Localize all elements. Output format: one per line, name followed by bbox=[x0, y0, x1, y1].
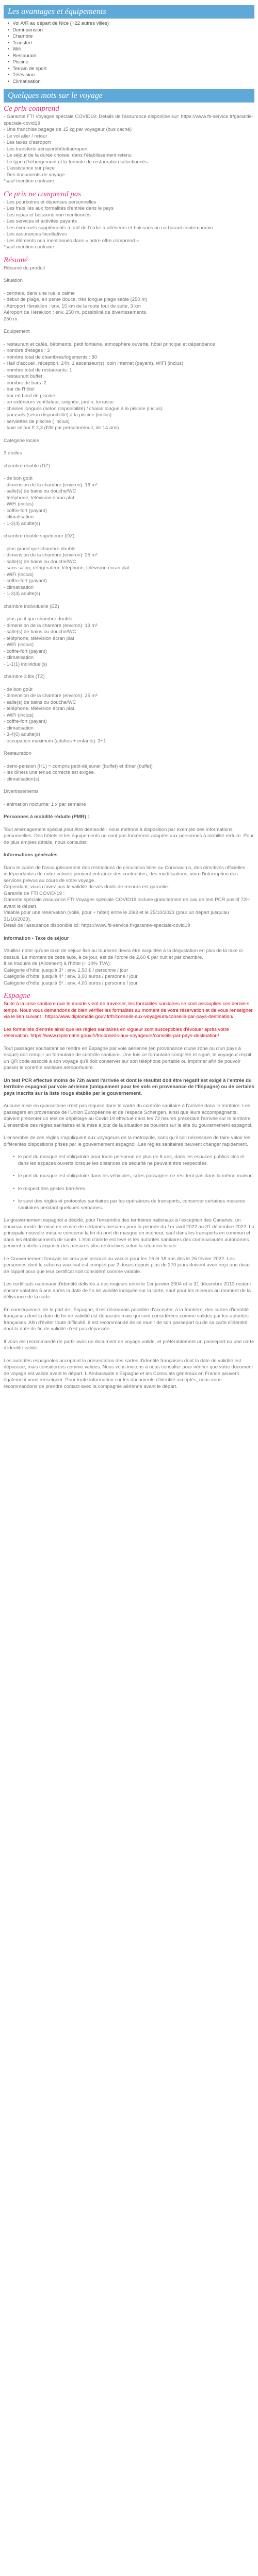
facts-line: *sauf mention contraire bbox=[4, 244, 54, 250]
espagne-para-3: L'ensemble de ces règles s'appliquent aux voyageurs de la métropole, sans qu'il soit nécessaire de faire valoir les différentes dispositions prises par le gouvernement espagnol. Les règles sanitaires peuvent changer rapidement. bbox=[4, 1135, 251, 1147]
facts-line: - Le type d'hébergement et la formule de restauration sélectionnés bbox=[4, 159, 148, 165]
advantage-item bbox=[8, 33, 254, 40]
facts-sections bbox=[4, 105, 254, 251]
facts-line: - Une franchise bagage de 15 kg par voyageur (bus caché) bbox=[4, 127, 132, 132]
espagne-alert-1: Suite à la crise sanitaire que le monde vient de traverser, les formalités sanitaires se sont assouplies ces derniers temps. Nous vous demandons de bien vérifier les formalités au moment de votre réservation et de vous renseigner via le lien suivant : https://www.diplomatie.gouv.fr/fr/conseils-aux-voyageurs/conseils-par-pays-destination/ bbox=[4, 1001, 253, 1020]
advantage-label: Terrain de sport bbox=[12, 65, 47, 72]
advantage-label: Piscine bbox=[12, 59, 28, 65]
espagne-heading: Espagne bbox=[4, 992, 30, 1000]
restauration-text: - demi-pension (HL) = compris petit-déjeuner (buffet) et dîner (buffet) - les dîners une tenue correcte est exigée. - climatisation(s) bbox=[4, 763, 153, 782]
divertissements-text: - animation nocturne: 1 x par semaine bbox=[4, 801, 86, 807]
advantages-banner bbox=[4, 5, 254, 19]
advantage-label: Restaurant bbox=[12, 53, 37, 59]
restauration-title: Restauration bbox=[4, 751, 31, 756]
facts-section-heading: Ce prix comprend bbox=[4, 105, 59, 113]
facts-line: - Les services et activités payants bbox=[4, 218, 77, 224]
situation-title: Situation bbox=[4, 278, 23, 283]
bullet-icon: • bbox=[8, 46, 10, 52]
advantage-label: Demi-pension bbox=[12, 27, 43, 33]
resume-heading: Résumé bbox=[4, 256, 28, 264]
facts-line: - Les repas et boissons non mentionnés bbox=[4, 212, 91, 218]
advantage-label: Vol A/R au départ de Nice (+22 autres villes) bbox=[12, 21, 109, 26]
espagne-para-8: Il vous est recommandé de partir avec un document de voyage valide, et préférablement un passeport ou une carte d'identité valide. bbox=[4, 1338, 254, 1351]
superior-room-title: chambre double supérieure (DZ) bbox=[4, 533, 75, 539]
divertissements-title: Divertissements bbox=[4, 789, 39, 794]
advantage-item bbox=[8, 27, 254, 34]
bullet-icon: • bbox=[13, 1198, 15, 1204]
facts-line: - Le vol aller / retour bbox=[4, 133, 47, 139]
facts-line: - Les éléments non mentionnés dans « notre offre comprend » bbox=[4, 238, 139, 244]
espagne-alert-2: Les formalités d'entrée ainsi que les règles sanitaires en vigueur sont susceptibles d'évoluer après votre réservation. https://www.diplomatie.gouv.fr/fr/conseils-aux-voyageurs/conseils-par-pays-destination/ bbox=[4, 1026, 229, 1039]
single-room-title: chambre individuelle (EZ) bbox=[4, 603, 59, 609]
espagne-bullet-item bbox=[4, 1186, 254, 1193]
facts-line: - Les assurances facultatives bbox=[4, 231, 67, 237]
double-room-title: chambre double (DZ) bbox=[4, 463, 50, 469]
facts-section-heading: Ce prix ne comprend pas bbox=[4, 190, 82, 198]
sejour-text: Veuillez noter qu'une taxe de séjour fixe au tourisme devra ètre acquittée à la dégustation en plus de la taxe ci-dessus. Le montant de cette taxe, à ce jour, est de l'ordre de 2,60 € par nuit et par chambre. Il se traduira de (Allotment) à l'hôtel (+ 10% TVA): Catégorie d'hôtel jusqu'à 3* : env. 1,50 € / personne / jour Catégorie d'hôtel jusqu'à 4* : env. 3,00 euros / personne / jour Catégorie d'hôtel jusqu'à 5* : env. 4,00 euros / personne / jour bbox=[4, 948, 245, 986]
advantages-list bbox=[4, 21, 254, 85]
espagne-para-7: En conséquence, de la part de l'Espagne, il est désormais possible d'accepter, à la frontière, des cartes d'identité françaises dont la date de fin de validité est dépassée mais qui sont considérées comme valides par les autorités françaises. Afin d'éviter toute difficulté, il est recommandé de se munir de son passeport ou de sa carte d'identité dont la date de fin de validité n'est pas dépassée. bbox=[4, 1307, 249, 1332]
espagne-bullet-text: le respect des gestes barrières. bbox=[18, 1185, 87, 1192]
triple-room-title: chambre 3 lits (TZ) bbox=[4, 674, 45, 680]
facts-line: - Les éventuels suppléments à tarif de l'ordre à ultérieurs et boissons ou carburant contemporain bbox=[4, 225, 213, 231]
single-room-text: - plus petit que chambre double - dimension de la chambre (environ): 13 m² - salle(s) de bains ou douche/WC - téléphone, télévision écran plat - WiFi (inclus) - coffre-fort (payant) - climatisation - 1-1(1) individuel(s) bbox=[4, 616, 98, 667]
pmr-title: Personnes à mobilité réduite (PMR) : bbox=[4, 814, 89, 820]
bullet-icon: • bbox=[8, 21, 10, 26]
resume-intro: Résumé du produit bbox=[4, 265, 45, 271]
espagne-alert-3: Un test PCR effectué moins de 72h avant l'arrivée et dont le résultat doit être négatif est exigé à l'entrée du territoire espagnol par voie aérienne (uniquement pour les vols en provenance de l'Espagne) ou de certains pays inscrits sur la liste rouge établie par le gouvernement. bbox=[4, 1077, 254, 1096]
facts-line: - L'assistance sur place bbox=[4, 165, 55, 171]
situation-text: - centrale, dans une ruelle calme - début de plage, en pente douce, très longue plage sable (250 m) - Aéroport Heraklion : env. 15 km de la route tout de suite, 3 km Aéroport de Héraklion : env. 250 m, possibilité de divertissements. 250 m bbox=[4, 290, 148, 322]
espagne-para-2: Aucune mise en quarantaine n'est pas requise dans le cadre du contrôle sanitaire à l'arrivée dans le territoire. Les passagers en provenance de l'Union Européenne et de l'espace Schengen, ainsi que leurs accompagnants, doivent présenter un test de dépistage au Covid-19 effectué dans les 72 heures précédant l'arrivée sur le territoire. L'ensemble des règles sanitaires et la mise à jour de la situation se trouvent sur le site du gouvernement espagnol. bbox=[4, 1103, 253, 1128]
advantage-item bbox=[8, 59, 254, 66]
triple-room-text: - de bon goût - dimension de la chambre (environ): 25 m² - salle(s) de bains ou douche/WC - téléphone, télévision écran plat - WiFi (inclus) - coffre-fort (payant) - climatisation - 3-4(6) adulte(s) - occupation maximum (adultes + enfants): 3+1 bbox=[4, 686, 106, 744]
pmr-text: Tout aménagement spécial peut être demandé : nous mettons à disposition par exemple des informations personnelles. Des hôtels et les équipements ne sont pas forcément adaptés aux personnes à mobilité réduite. Pour de plus amples détails, nous consulter. bbox=[4, 826, 254, 845]
bullet-icon: • bbox=[13, 1185, 15, 1192]
espagne-para-5: Le Gouvernement français ne sera pas associé au vaccin pour les 16 et 18 ans dès le 25 février 2022. Les personnes dont le schéma vaccinal est complet par 2 doses depuis plus de 270 jours doivent avoir reçu une dose de rappel pour que leur certificat soit considéré comme valable. bbox=[4, 1256, 250, 1275]
double-room-text: - de bon goût - dimension de la chambre (environ): 16 m² - salle(s) de bains ou douche/WC - téléphone, télévision écran plat - WiFi (inclus) - coffre-fort (payant) - climatisation - 1-3(4) adulte(s) bbox=[4, 476, 98, 527]
advantage-item bbox=[8, 40, 254, 47]
advantage-item bbox=[8, 66, 254, 73]
espagne-bullet-list bbox=[4, 1154, 254, 1211]
espagne-para-1: Tout passager souhaitant se rendre en Espagne par voie aérienne (en provenance d'une zone ou d'un pays à risque) doit remplir un formulaire de contrôle sanitaire. Une fois ce formulaire complété et signé, le voyageur reçoit un QR code associé à son voyage qu'il doit conserver sur son téléphone portable ou imprimer afin de pouvoir passer le contrôle sanitaire aéroportuaire. bbox=[4, 1045, 251, 1071]
espagne-bullet-text: le port du masque est obligatoire pour toute personne de plus de 6 ans, dans les espaces publics clos et dans les espaces ouverts lorsque les distances de sécurité ne peuvent être respectées. bbox=[18, 1154, 245, 1166]
facts-line: - Les transferts aéroport/hôtel/aéroport bbox=[4, 146, 88, 152]
facts-line: - Garantie FTI Voyages spéciale COVID19: Détails de l'assurance disponible sur: https://www.fti-service.fr/garantie-speciale-covid19 bbox=[4, 114, 253, 126]
advantage-item bbox=[8, 46, 254, 53]
advantage-label: Transfert bbox=[12, 40, 32, 46]
espagne-para-6: Les certificats nationaux d'identité délivrés à des majeurs entre le 1er janvier 2004 et le 31 décembre 2013 restent encore valables 5 ans après la date de fin de validité indiquée sur la carte, sauf pour les mineurs au moment de la délivrance de la carte. bbox=[4, 1281, 251, 1300]
advantage-label: Télévision bbox=[12, 72, 35, 78]
espagne-bullet-item bbox=[4, 1173, 254, 1180]
facts-line: - Les pourboires et dépenses personnelles bbox=[4, 199, 96, 205]
categorie-title: Catégorie locale bbox=[4, 437, 39, 444]
advantage-label: Climatisation bbox=[12, 78, 41, 84]
categorie-text: 3 étoiles bbox=[4, 450, 22, 456]
bullet-icon: • bbox=[13, 1154, 15, 1160]
advantage-item bbox=[8, 21, 254, 27]
infos-text: Dans le cadre de l'assouplissement des restrictions de circulation liées au Coronavirus, des directives officielles indépendantes de notre volonté peuvent entraîner des contraintes, des modifications, voire l'interruption des services prévus au cours de votre voyage. Cependant, vous n'avez pas le validité de vos droits de recours est garantie. Garantie de FTI COVID-19 : Garantie spéciale assurance FTI Voyages spéciale COVID19 incluse gratuitement en cas de test PCR positif 72H avant le départ. Valable pour une réservation (voilé, pour + hôtel) entre le 29/3 et le 25/10/2023 (pour un départ jusqu'au 31/10/2023). Détail de l'assurance disponible ici: https://www.fti-service.fr/garantie-speciale-covid19 bbox=[4, 865, 250, 928]
facts-line: - Le séjour de la durée choisie, dans l'établissement retenu bbox=[4, 152, 132, 158]
advantage-item bbox=[8, 53, 254, 60]
bullet-icon: • bbox=[8, 27, 10, 33]
superior-room-text: - plus grand que chambre double - dimension de la chambre (environ): 25 m² - salle(s) de bains ou douche/WC - sans salon, réfrigérateur, téléphone, télévision écran plat - WiFi (inclus) - coffre-fort (payant) - climatisation - 1-3(4) adulte(s) bbox=[4, 546, 130, 597]
espagne-para-9: Les autorités espagnoles acceptent la présentation des cartes d'identité françaises dont la date de validité est dépassée, mais considérées comme valides. Nous vous invitons à nous consulter pour vérifier que votre document de voyage est valide avant le départ. L'Ambassade d'Espagne et les Consulats généraux en France peuvent également vous renseigner. Pour toute information sur les documents d'identité acceptés, nous vous recommandons de prendre contact avec la compagnie aérienne avant le départ. bbox=[4, 1358, 253, 1389]
facts-line: - Les taxes d'aéroport bbox=[4, 140, 51, 145]
advantage-label: Chambre bbox=[12, 33, 33, 39]
bullet-icon: • bbox=[8, 53, 10, 59]
equipement-text: - restaurant et cafés, bâtiments, petit fontaine, atmosphère ouverte, hôtel principal et dépendance - nombre d'étages : 3 - nombre total de chambres/logements : 80 - Hall d'accueil, réception, 24h, 1 ascenseur(s), coin internet (payant), WIFI (inclus) - nombre total de restaurants: 1 - restaurant buffet - nombre de bars: 2 - bar de l'hôtel - bar en bord de piscine - un extérieurs ventilateur, soignée, jardin, terrasse - chaises longues (selon disponibilité) / chaise longue à la piscine (inclus) - parasols (selon disponibilité) à la piscine (inclus) - serviettes de piscine ( inclus) - taxe séjour € 2,3 (€/lit par personne/nuit, de 14 ans) bbox=[4, 341, 215, 431]
facts-banner bbox=[4, 89, 254, 103]
facts-line: *sauf mention contraire bbox=[4, 178, 54, 184]
bullet-icon: • bbox=[8, 33, 10, 39]
advantage-item bbox=[8, 79, 254, 86]
facts-line: - Des documents de voyage bbox=[4, 172, 65, 178]
facts-line: - Les frais liés aux formalités d'entrée dans le pays bbox=[4, 206, 114, 211]
bullet-icon: • bbox=[8, 65, 10, 72]
advantage-label: Wifi bbox=[12, 46, 21, 52]
sejour-title: Information - Taxe de séjour bbox=[4, 935, 69, 941]
facts-title: Quelques mots sur le voyage bbox=[8, 91, 103, 100]
advantage-item bbox=[8, 72, 254, 79]
espagne-bullet-item bbox=[4, 1198, 254, 1211]
bullet-icon: • bbox=[8, 78, 10, 84]
bullet-icon: • bbox=[8, 40, 10, 46]
espagne-bullet-text: le suivi des règles et protocoles sanitaires par les opérateurs de transports, conserver certaines mesures sanitaires pendant quelques semaines. bbox=[18, 1198, 246, 1211]
equipement-title: Equipement bbox=[4, 329, 30, 334]
advantages-title: Les avantages et équipements bbox=[8, 7, 106, 16]
bullet-icon: • bbox=[13, 1173, 15, 1179]
bullet-icon: • bbox=[8, 59, 10, 65]
espagne-para-4: Le gouvernement espagnol a décidé, pour l'ensemble des territoires nationaux à l'exception des Canaries, un nouveau mode de mise en œuvre de certaines mesures pour la période du 1er avril 2022 au 31 décembre 2022. La principale nouvelle mesure concerne la fin du port du masque en intérieur, sauf dans les transports en commun et dans les établissements de santé. L'état d'alerte est levé et les autorités sanitaires des communautés autonomes peuvent toutefois imposer des mesures plus restrictives selon la situation locale. bbox=[4, 1217, 254, 1249]
infos-title: Informations générales bbox=[4, 852, 58, 858]
espagne-bullet-item bbox=[4, 1154, 254, 1167]
espagne-bullet-text: le port du masque est obligatoire dans les véhicules, si les passagers ne résident pas dans la même maison. bbox=[18, 1173, 254, 1179]
bullet-icon: • bbox=[8, 72, 10, 78]
